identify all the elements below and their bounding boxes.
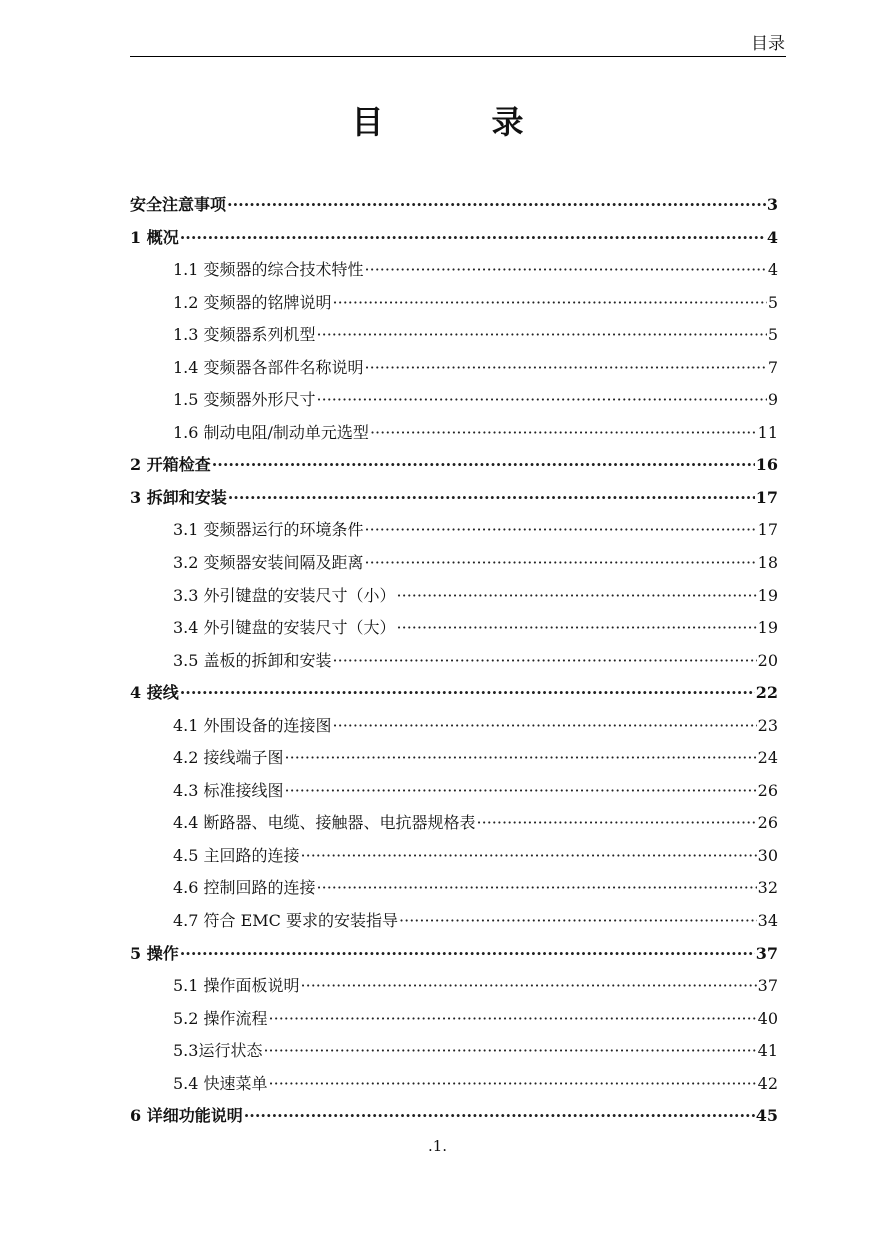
dot-leader: [333, 714, 757, 738]
toc-entry-page: 34: [757, 911, 778, 931]
toc-entry-title: 1 概况: [130, 227, 179, 247]
dot-leader: [370, 421, 757, 445]
toc-entry-title: 3.1 变频器运行的环境条件: [173, 520, 364, 540]
dot-leader: [333, 291, 767, 315]
toc-section-entry[interactable]: [130, 809, 778, 842]
toc-entry-title: 3 拆卸和安装: [130, 487, 227, 507]
toc-section-entry[interactable]: [130, 516, 778, 549]
toc-entry-title: 4.1 外围设备的连接图: [173, 715, 332, 735]
toc-entry-title: 安全注意事项: [130, 195, 227, 214]
toc-entry-page: 19: [757, 618, 778, 638]
page-title: 目 录: [351, 103, 562, 141]
dot-leader: [228, 486, 755, 510]
table-of-contents: [130, 191, 778, 1135]
toc-entry-title: 1.4 变频器各部件名称说明: [173, 357, 364, 377]
dot-leader: [399, 909, 757, 933]
toc-entry-title: 5.4 快速菜单: [173, 1073, 268, 1093]
running-header: 目录: [751, 34, 785, 54]
toc-entry-page: 26: [757, 780, 778, 800]
toc-entry-title: 5 操作: [130, 943, 179, 963]
toc-entry-page: 37: [757, 976, 778, 996]
toc-entry-title: 1.2 变频器的铭牌说明: [173, 292, 332, 312]
toc-section-entry[interactable]: [130, 549, 778, 582]
toc-section-entry[interactable]: [130, 972, 778, 1005]
toc-entry-page: 4: [767, 260, 778, 280]
toc-entry-page: 37: [755, 943, 778, 963]
toc-chapter-entry[interactable]: [130, 191, 778, 224]
toc-entry-title: 4.4 断路器、电缆、接触器、电抗器规格表: [173, 813, 476, 833]
dot-leader: [285, 746, 757, 770]
toc-chapter-entry[interactable]: [130, 940, 778, 973]
dot-leader: [333, 649, 757, 673]
toc-entry-page: 5: [767, 292, 778, 312]
header-rule: [130, 56, 786, 57]
dot-leader: [227, 193, 766, 217]
dot-leader: [301, 974, 757, 998]
dot-leader: [317, 388, 767, 412]
toc-chapter-entry[interactable]: [130, 451, 778, 484]
toc-entry-page: 45: [755, 1106, 778, 1126]
toc-entry-title: 1.1 变频器的综合技术特性: [173, 260, 364, 280]
toc-section-entry[interactable]: [130, 777, 778, 810]
toc-entry-page: 9: [767, 390, 778, 410]
dot-leader: [317, 323, 767, 347]
toc-entry-page: 16: [755, 455, 778, 475]
dot-leader: [477, 811, 757, 835]
dot-leader: [365, 518, 757, 542]
toc-entry-page: 40: [757, 1008, 778, 1028]
toc-chapter-entry[interactable]: [130, 484, 778, 517]
toc-entry-page: 17: [755, 487, 778, 507]
toc-entry-page: 42: [757, 1073, 778, 1093]
dot-leader: [285, 779, 757, 803]
toc-section-entry[interactable]: [130, 614, 778, 647]
toc-section-entry[interactable]: [130, 647, 778, 680]
dot-leader: [180, 681, 755, 705]
toc-section-entry[interactable]: [130, 907, 778, 940]
toc-entry-page: 4: [766, 227, 778, 247]
dot-leader: [397, 584, 757, 608]
toc-entry-title: 1.6 制动电阻/制动单元选型: [173, 422, 369, 442]
toc-entry-page: 22: [755, 683, 778, 703]
toc-entry-title: 4.2 接线端子图: [173, 748, 284, 768]
toc-entry-title: 4 接线: [130, 683, 179, 703]
toc-section-entry[interactable]: [130, 1070, 778, 1103]
toc-entry-page: 19: [757, 585, 778, 605]
toc-entry-title: 3.5 盖板的拆卸和安装: [173, 650, 332, 670]
toc-entry-page: 17: [757, 520, 778, 540]
toc-section-entry[interactable]: [130, 354, 778, 387]
dot-leader: [365, 258, 767, 282]
toc-entry-title: 6 详细功能说明: [130, 1106, 243, 1126]
toc-entry-title: 4.3 标准接线图: [173, 780, 284, 800]
dot-leader: [212, 453, 755, 477]
dot-leader: [269, 1072, 757, 1096]
toc-section-entry[interactable]: [130, 1005, 778, 1038]
toc-entry-page: 20: [757, 650, 778, 670]
dot-leader: [263, 1039, 756, 1063]
toc-section-entry[interactable]: [130, 842, 778, 875]
dot-leader: [317, 876, 757, 900]
toc-section-entry[interactable]: [130, 321, 778, 354]
toc-entry-page: 26: [757, 813, 778, 833]
toc-entry-title: 2 开箱检查: [130, 455, 211, 475]
toc-entry-title: 5.2 操作流程: [173, 1008, 268, 1028]
toc-section-entry[interactable]: [130, 1037, 778, 1070]
dot-leader: [180, 942, 755, 966]
toc-chapter-entry[interactable]: [130, 224, 778, 257]
dot-leader: [365, 551, 757, 575]
toc-entry-title: 5.3运行状态: [173, 1041, 263, 1061]
dot-leader: [397, 616, 757, 640]
page-number: .1.: [427, 1137, 448, 1155]
toc-section-entry[interactable]: [130, 712, 778, 745]
toc-entry-page: 5: [767, 325, 778, 345]
toc-entry-title: 3.4 外引键盘的安装尺寸（大）: [173, 618, 396, 638]
toc-entry-page: 41: [757, 1041, 778, 1061]
toc-section-entry[interactable]: [130, 386, 778, 419]
toc-entry-page: 18: [757, 553, 778, 573]
toc-entry-title: 1.3 变频器系列机型: [173, 325, 316, 345]
toc-entry-page: 32: [757, 878, 778, 898]
toc-section-entry[interactable]: [130, 744, 778, 777]
toc-entry-page: 30: [757, 845, 778, 865]
toc-chapter-entry[interactable]: [130, 1102, 778, 1135]
toc-entry-page: 11: [757, 422, 778, 442]
toc-section-entry[interactable]: [130, 256, 778, 289]
toc-entry-title: 4.7 符合 EMC 要求的安装指导: [173, 911, 399, 931]
dot-leader: [180, 226, 766, 250]
toc-section-entry[interactable]: [130, 289, 778, 322]
dot-leader: [301, 844, 757, 868]
toc-entry-title: 1.5 变频器外形尺寸: [173, 390, 316, 410]
toc-entry-page: 3: [766, 195, 778, 214]
toc-section-entry[interactable]: [130, 582, 778, 615]
toc-entry-page: 7: [767, 357, 778, 377]
toc-entry-title: 3.2 变频器安装间隔及距离: [173, 553, 364, 573]
toc-entry-title: 4.6 控制回路的连接: [173, 878, 316, 898]
toc-entry-title: 5.1 操作面板说明: [173, 976, 300, 996]
dot-leader: [244, 1104, 755, 1128]
toc-entry-page: 23: [757, 715, 778, 735]
toc-section-entry[interactable]: [130, 419, 778, 452]
toc-section-entry[interactable]: [130, 874, 778, 907]
toc-entry-page: 24: [757, 748, 778, 768]
dot-leader: [365, 356, 767, 380]
toc-entry-title: 3.3 外引键盘的安装尺寸（小）: [173, 585, 396, 605]
dot-leader: [269, 1007, 757, 1031]
toc-chapter-entry[interactable]: [130, 679, 778, 712]
toc-entry-title: 4.5 主回路的连接: [173, 845, 300, 865]
